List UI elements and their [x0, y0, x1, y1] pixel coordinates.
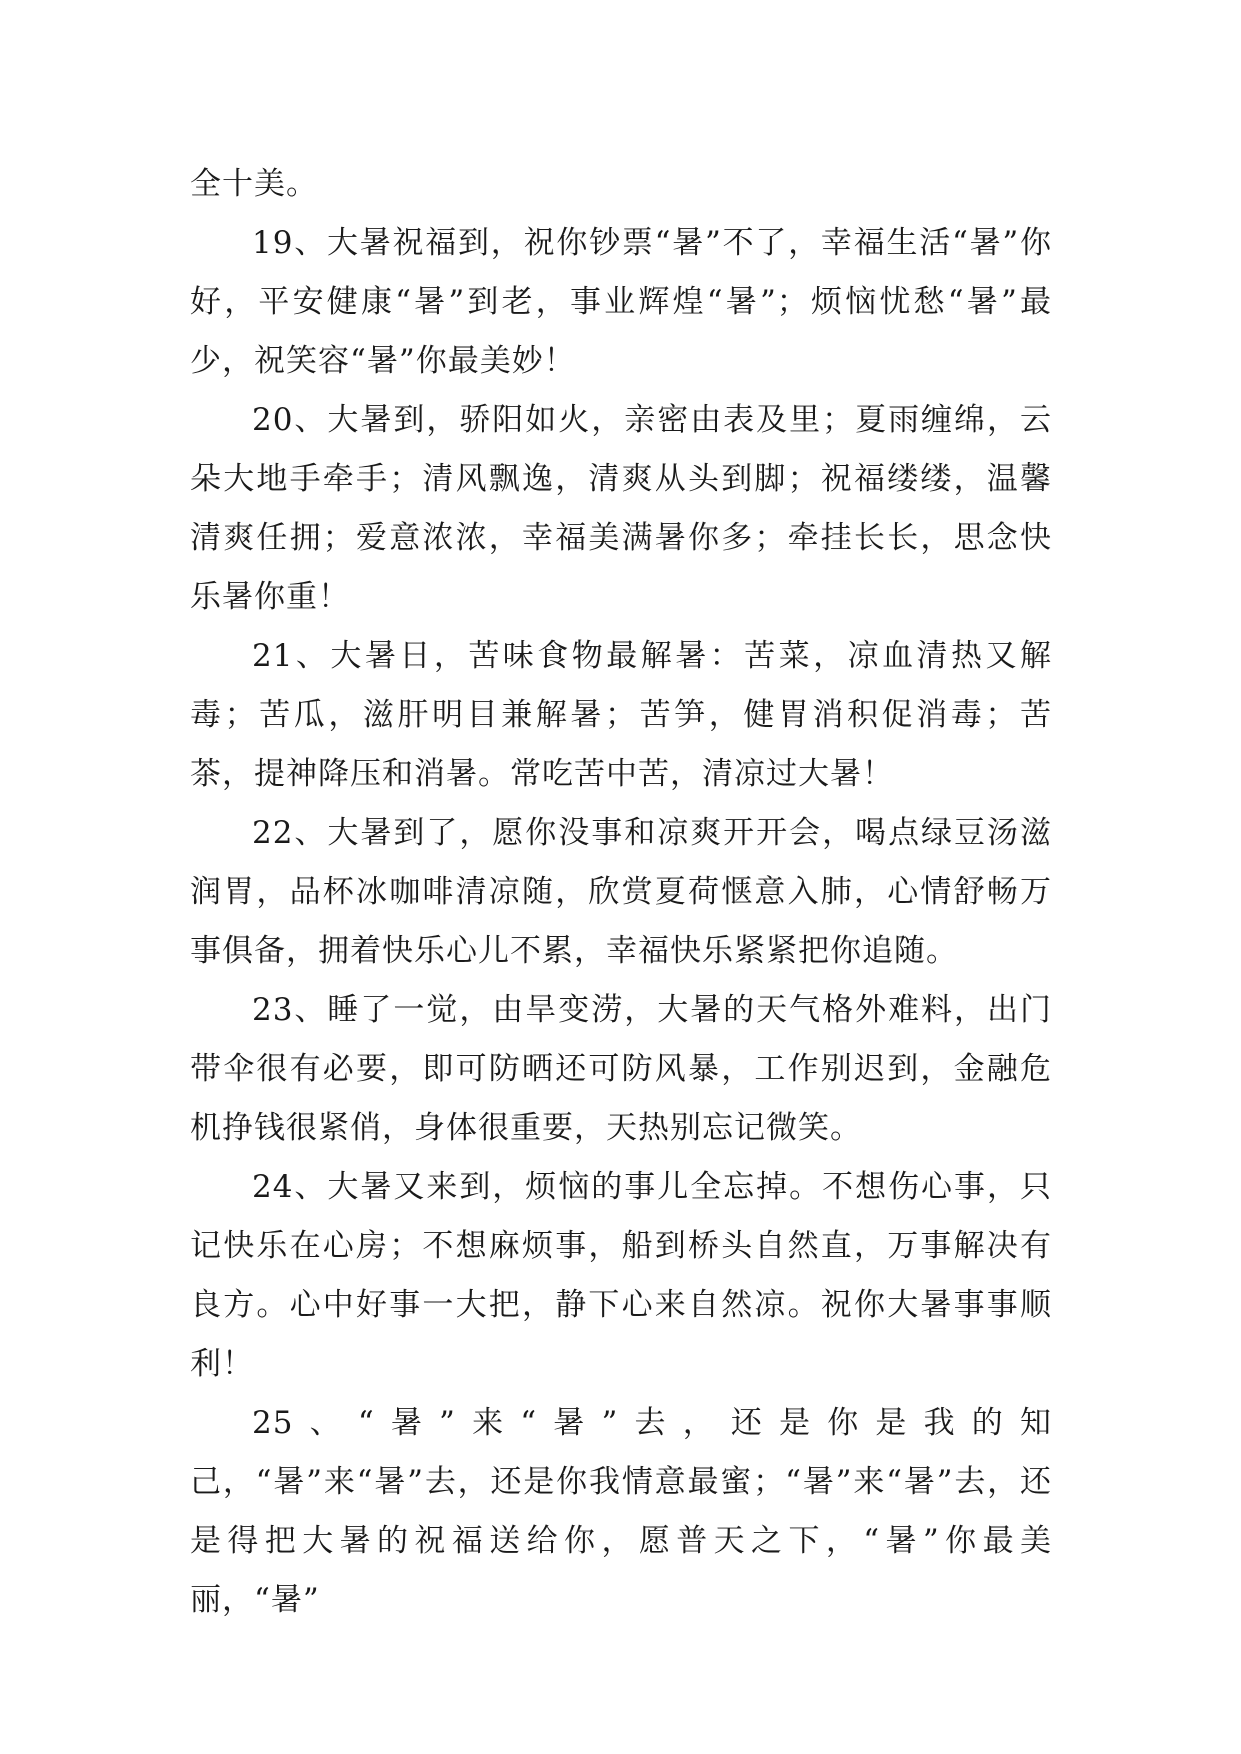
paragraph-item-20: 20、大暑到，骄阳如火，亲密由表及里；夏雨缠绵，云朵大地手牵手；清风飘逸，清爽从头到脚；祝福缕缕，温馨清爽任拥；爱意浓浓，幸福美满暑你多；牵挂长长，思念快乐暑你重！ [190, 402, 1052, 615]
paragraph-item-23: 23、睡了一觉，由旱变涝，大暑的天气格外难料，出门带伞很有必要，即可防晒还可防风暴，工作别迟到，金融危机挣钱很紧俏，身体很重要，天热别忘记微笑。 [190, 992, 1052, 1146]
paragraph-item-19: 19、大暑祝福到，祝你钞票“暑”不了，幸福生活“暑”你好，平安健康“暑”到老，事业辉煌“暑”；烦恼忧愁“暑”最少，祝笑容“暑”你最美妙！ [190, 225, 1052, 379]
paragraph-item-22: 22、大暑到了，愿你没事和凉爽开开会，喝点绿豆汤滋润胃，品杯冰咖啡清凉随，欣赏夏荷惬意入肺，心情舒畅万事俱备，拥着快乐心儿不累，幸福快乐紧紧把你追随。 [190, 815, 1052, 969]
paragraph-continuation: 全十美。 [190, 166, 318, 202]
document-body [190, 155, 1052, 1630]
paragraph-item-24: 24、大暑又来到，烦恼的事儿全忘掉。不想伤心事，只记快乐在心房；不想麻烦事，船到桥头自然直，万事解决有良方。心中好事一大把，静下心来自然凉。祝你大暑事事顺利！ [190, 1169, 1052, 1382]
paragraph-item-25: 25、“暑”来“暑”去，还是你是我的知己，“暑”来“暑”去，还是你我情意最蜜；“暑”来“暑”去，还是得把大暑的祝福送给你，愿普天之下，“暑”你最美丽，“暑” [190, 1405, 1052, 1618]
paragraph-item-21: 21、大暑日，苦味食物最解暑：苦菜，凉血清热又解毒；苦瓜，滋肝明目兼解暑；苦笋，健胃消积促消毒；苦茶，提神降压和消暑。常吃苦中苦，清凉过大暑！ [190, 638, 1052, 792]
